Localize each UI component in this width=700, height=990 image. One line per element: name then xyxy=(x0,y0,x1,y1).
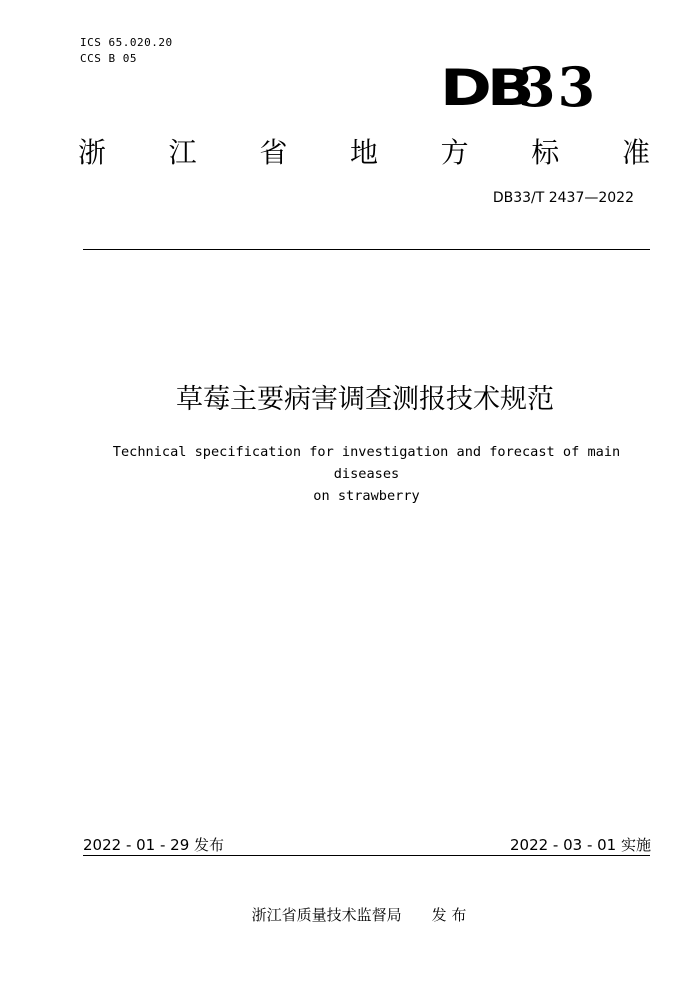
standard-type-char: 方 xyxy=(440,136,469,169)
publish-date: 2022 - 01 - 29 发布 xyxy=(83,836,225,854)
title-english-line1: Technical specification for investigation and forecast of main diseases xyxy=(112,444,621,482)
classification-codes xyxy=(80,35,173,67)
top-divider xyxy=(83,249,650,250)
publisher-name: 浙江省质量技术监督局 xyxy=(251,906,402,924)
ics-code: ICS 65.020.20 xyxy=(80,36,173,49)
implement-date: 2022 - 03 - 01 实施 xyxy=(509,836,651,854)
standard-type-char: 省 xyxy=(259,136,288,169)
title-english xyxy=(83,441,650,507)
publish-action: 发 布 xyxy=(431,906,467,924)
bottom-divider xyxy=(83,855,650,856)
standard-type-char: 江 xyxy=(168,136,197,169)
standard-code: DB33/T 2437—2022 xyxy=(492,190,634,206)
standard-type-char: 标 xyxy=(531,136,560,169)
db33-logo xyxy=(440,55,600,119)
standard-type-char: 准 xyxy=(621,136,650,169)
title-chinese: 草莓主要病害调查测报技术规范 xyxy=(176,384,554,415)
standard-type-heading xyxy=(78,134,650,172)
standard-type-char: 浙 xyxy=(78,136,107,169)
logo-number: 33 xyxy=(518,55,598,119)
publisher-line xyxy=(0,904,700,925)
logo-prefix: DB xyxy=(440,59,530,117)
ccs-code: CCS B 05 xyxy=(80,52,137,65)
standard-type-char: 地 xyxy=(349,136,378,169)
title-english-line2: on strawberry xyxy=(313,488,420,504)
